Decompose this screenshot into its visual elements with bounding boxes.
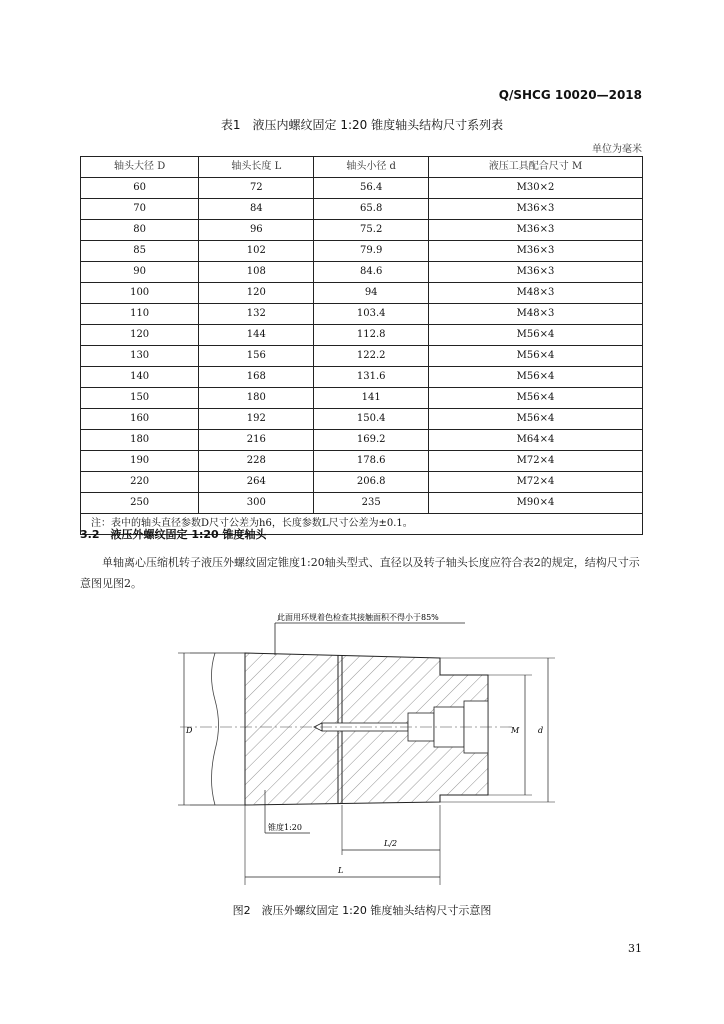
table-cell: 156 bbox=[199, 346, 314, 367]
dimension-M-label: M bbox=[511, 726, 520, 735]
table-cell: 120 bbox=[81, 325, 199, 346]
table-row bbox=[81, 199, 643, 220]
table-cell: M56×4 bbox=[428, 388, 642, 409]
table-title: 表1 液压内螺纹固定 1:20 锥度轴头结构尺寸系列表 bbox=[220, 118, 504, 132]
table-cell: 300 bbox=[199, 493, 314, 514]
table-cell: 160 bbox=[81, 409, 199, 430]
break-line bbox=[212, 653, 219, 805]
column-header: 轴头大径 D bbox=[81, 157, 199, 178]
table-cell: 60 bbox=[81, 178, 199, 199]
table-cell: M56×4 bbox=[428, 346, 642, 367]
table-cell: 235 bbox=[314, 493, 429, 514]
table-cell: 140 bbox=[81, 367, 199, 388]
table-cell: 79.9 bbox=[314, 241, 429, 262]
table-row bbox=[81, 409, 643, 430]
table-row bbox=[81, 472, 643, 493]
table-cell: M36×3 bbox=[428, 262, 642, 283]
dimension-D-label: D bbox=[186, 726, 193, 735]
table-cell: 65.8 bbox=[314, 199, 429, 220]
table-cell: 90 bbox=[81, 262, 199, 283]
table-cell: M48×3 bbox=[428, 283, 642, 304]
page-number: 31 bbox=[628, 942, 642, 955]
table-cell: 96 bbox=[199, 220, 314, 241]
table-cell: 250 bbox=[81, 493, 199, 514]
table-row bbox=[81, 325, 643, 346]
table-row bbox=[81, 346, 643, 367]
table-cell: 84 bbox=[199, 199, 314, 220]
table-cell: 130 bbox=[81, 346, 199, 367]
dimension-L-half-label: L/2 bbox=[384, 839, 398, 848]
table-cell: M72×4 bbox=[428, 472, 642, 493]
table-cell: 180 bbox=[199, 388, 314, 409]
table-row bbox=[81, 241, 643, 262]
table-cell: 132 bbox=[199, 304, 314, 325]
table-cell: 103.4 bbox=[314, 304, 429, 325]
table-cell: 56.4 bbox=[314, 178, 429, 199]
table-cell: 216 bbox=[199, 430, 314, 451]
table-cell: 192 bbox=[199, 409, 314, 430]
table-cell: M30×2 bbox=[428, 178, 642, 199]
table-cell: 131.6 bbox=[314, 367, 429, 388]
section-heading: 3.2 液压外螺纹固定 1:20 锥度轴头 bbox=[80, 528, 267, 541]
column-header: 轴头长度 L bbox=[199, 157, 314, 178]
table-cell: M72×4 bbox=[428, 451, 642, 472]
table-cell: 169.2 bbox=[314, 430, 429, 451]
table-row bbox=[81, 430, 643, 451]
table-cell: 100 bbox=[81, 283, 199, 304]
table-cell: M56×4 bbox=[428, 325, 642, 346]
table-cell: M56×4 bbox=[428, 409, 642, 430]
table-cell: 120 bbox=[199, 283, 314, 304]
table-cell: 190 bbox=[81, 451, 199, 472]
table-cell: 178.6 bbox=[314, 451, 429, 472]
dimension-d-label: d bbox=[538, 726, 544, 735]
table-cell: M90×4 bbox=[428, 493, 642, 514]
table-cell: M48×3 bbox=[428, 304, 642, 325]
table-cell: 75.2 bbox=[314, 220, 429, 241]
table-cell: 150.4 bbox=[314, 409, 429, 430]
figure-caption: 图2 液压外螺纹固定 1:20 锥度轴头结构尺寸示意图 bbox=[232, 904, 492, 917]
table-row bbox=[81, 493, 643, 514]
column-header: 轴头小径 d bbox=[314, 157, 429, 178]
table-header-row bbox=[81, 157, 643, 178]
table-cell: 112.8 bbox=[314, 325, 429, 346]
table-cell: 72 bbox=[199, 178, 314, 199]
table-cell: 102 bbox=[199, 241, 314, 262]
table-row bbox=[81, 262, 643, 283]
table-cell: 141 bbox=[314, 388, 429, 409]
table-cell: M36×3 bbox=[428, 220, 642, 241]
table-cell: 94 bbox=[314, 283, 429, 304]
table-cell: 85 bbox=[81, 241, 199, 262]
table-cell: 84.6 bbox=[314, 262, 429, 283]
table-cell: 144 bbox=[199, 325, 314, 346]
table-cell: M36×3 bbox=[428, 199, 642, 220]
section-paragraph: 单轴离心压缩机转子液压外螺纹固定锥度1:20轴头型式、直径以及转子轴头长度应符合表2的规定，结构尺寸示意图见图2。 bbox=[80, 556, 640, 590]
table-cell: 180 bbox=[81, 430, 199, 451]
table-cell: 150 bbox=[81, 388, 199, 409]
top-annotation: 此面用环规着色检查其接触面积不得小于85% bbox=[277, 613, 439, 622]
table-note: 注：表中的轴头直径参数D尺寸公差为h6，长度参数L尺寸公差为±0.1。 bbox=[81, 514, 643, 535]
spec-table bbox=[80, 156, 643, 535]
table-cell: M56×4 bbox=[428, 367, 642, 388]
table-row bbox=[81, 451, 643, 472]
table-cell: 168 bbox=[199, 367, 314, 388]
table-cell: 70 bbox=[81, 199, 199, 220]
table-row bbox=[81, 367, 643, 388]
table-row bbox=[81, 283, 643, 304]
table-cell: 110 bbox=[81, 304, 199, 325]
table-cell: 220 bbox=[81, 472, 199, 493]
table-row bbox=[81, 304, 643, 325]
dimension-L-label: L bbox=[338, 866, 344, 875]
table-cell: 228 bbox=[199, 451, 314, 472]
column-header: 液压工具配合尺寸 M bbox=[428, 157, 642, 178]
table-cell: 264 bbox=[199, 472, 314, 493]
table-cell: M36×3 bbox=[428, 241, 642, 262]
table-cell: M64×4 bbox=[428, 430, 642, 451]
table-cell: 80 bbox=[81, 220, 199, 241]
table-row bbox=[81, 178, 643, 199]
table-cell: 122.2 bbox=[314, 346, 429, 367]
table-row bbox=[81, 388, 643, 409]
standard-code: Q/SHCG 10020—2018 bbox=[498, 88, 642, 102]
table-cell: 108 bbox=[199, 262, 314, 283]
table-cell: 206.8 bbox=[314, 472, 429, 493]
table-row bbox=[81, 220, 643, 241]
unit-label: 单位为毫米 bbox=[592, 144, 642, 155]
taper-label: 锥度1:20 bbox=[268, 823, 302, 832]
shaft-end-diagram bbox=[170, 605, 560, 890]
